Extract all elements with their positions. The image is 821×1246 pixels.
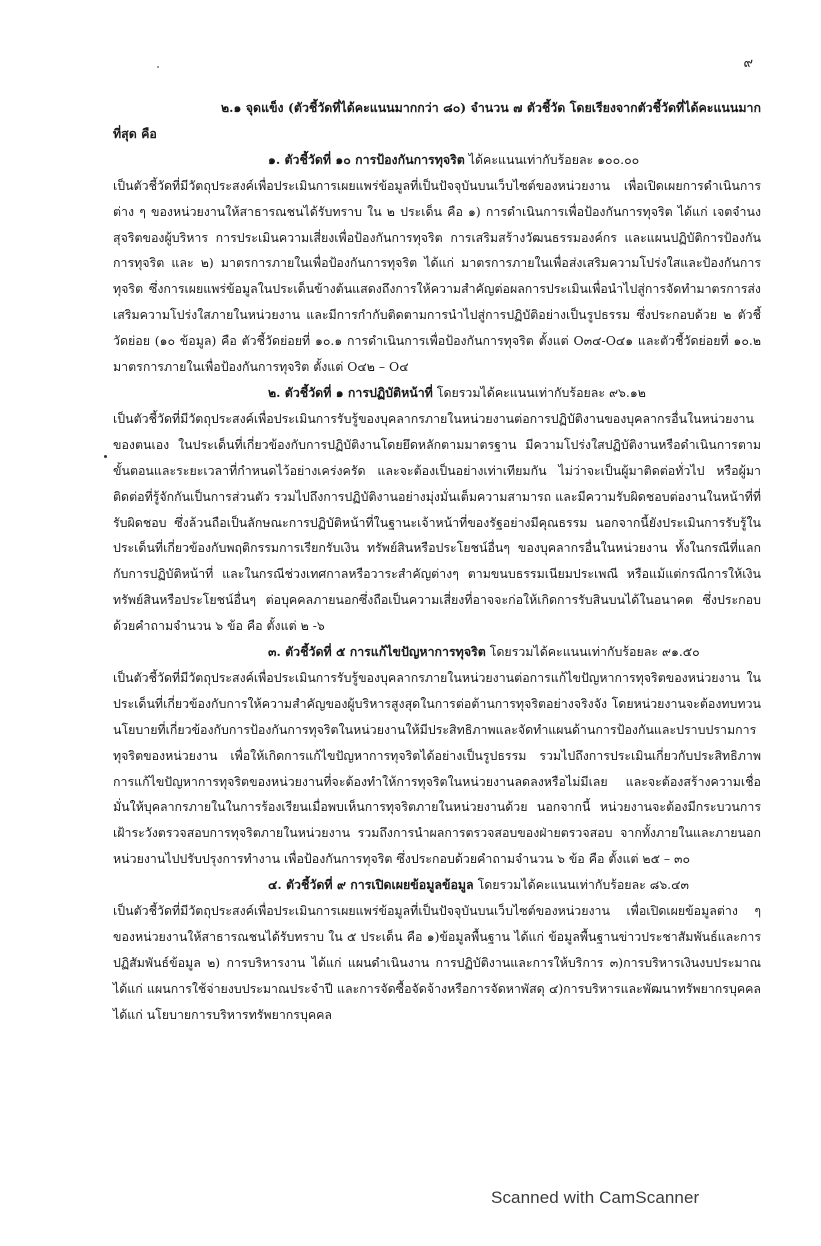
section-heading: ๒.๑ จุดแข็ง (ตัวชี้วัดที่ได้คะแนนมากกว่า ๘๐) จำนวน ๗ ตัวชี้วัด โดยเรียงจากตัวชี้วัดที่ได้คะแนนมากที่สุด คือ: [113, 100, 761, 141]
item-score: โดยรวมได้คะแนนเท่ากับร้อยละ ๘๖.๔๓: [473, 877, 689, 893]
item-heading: ๓. ตัวชี้วัดที่ ๕ การแก้ไขปัญหาการทุจริต: [268, 644, 486, 660]
item-score: โดยรวมได้คะแนนเท่ากับร้อยละ ๙๖.๑๒: [432, 384, 646, 400]
page-number: ๙: [743, 56, 753, 71]
item-score: ได้คะแนนเท่ากับร้อยละ ๑๐๐.๐๐: [464, 151, 640, 167]
item-heading: ๒. ตัวชี้วัดที่ ๑ การปฏิบัติหน้าที่: [268, 384, 433, 400]
item-body: เป็นตัวชี้วัดที่มีวัตถุประสงค์เพื่อประเมินการรับรู้ของบุคลากรภายในหน่วยงานต่อการปฏิบัติงานของบุคลากรอื่นในหน่วยงานของตนเอง ในประเด็นที่เกี่ยวข้องกับการปฏิบัติงานโดยยึดหลักตามมาตรฐาน มีความโปร่งใสปฏิบัติงานหรือดำเนินการตามขั้นตอนและระยะเวลาที่กำหนดไว้อย่างเคร่งครัด และจะต้องเป็นอย่างเท่าเทียมกัน ไม่ว่าจะเป็นผู้มาติดต่อทั่วไป หรือผู้มาติดต่อที่รู้จักกันเป็นการส่วนตัว รวมไปถึงการปฏิบัติงานอย่างมุ่งมั่นเต็มความสามารถ และมีความรับผิดชอบต่องานในหน้าที่ที่รับผิดชอบ ซึ่งล้วนถือเป็นลักษณะการปฏิบัติหน้าที่ในฐานะเจ้าหน้าที่ของรัฐอย่างมีคุณธรรม นอกจากนี้ยังประเมินการรับรู้ในประเด็นที่เกี่ยวข้องกับพฤติกรรมการเรียกรับเงิน ทรัพย์สินหรือประโยชน์อื่นๆ ของบุคลากรอื่นในหน่วยงาน ทั้งในกรณีที่แลกกับการปฏิบัติหน้าที่ และในกรณีช่วงเทศกาลหรือวาระสำคัญต่างๆ ตามขนบธรรมเนียมประเพณี หรือแม้แต่กรณีการให้เงินทรัพย์สินหรือประโยชน์อื่นๆ ต่อบุคคลภายนอกซึ่งถือเป็นความเสี่ยงที่อาจจะก่อให้เกิดการรับสินบนได้ในอนาคต ซึ่งประกอบด้วยคำถามจำนวน ๖ ข้อ คือ ตั้งแต่ ๒ -๖: [113, 410, 761, 634]
scanner-watermark: Scanned with CamScanner: [491, 1188, 700, 1207]
item-score: โดยรวมได้คะแนนเท่ากับร้อยละ ๙๑.๕๐: [485, 644, 700, 660]
item-heading-line: [113, 872, 761, 898]
item-body: เป็นตัวชี้วัดที่มีวัตถุประสงค์เพื่อประเมินการเผยแพร่ข้อมูลที่เป็นปัจจุบันบนเว็บไซต์ของหน่วยงาน เพื่อเปิดเผยข้อมูลต่าง ๆ ของหน่วยงานให้สาธารณชนได้รับทราบ ใน ๕ ประเด็น คือ ๑)ข้อมูลพื้นฐาน ได้แก่ ข้อมูลพื้นฐานข่าวประชาสัมพันธ์และการปฏิสัมพันธ์ข้อมูล ๒) การบริหารงาน ได้แก่ แผนดำเนินงาน การปฏิบัติงานและการให้บริการ ๓)การบริหารเงินงบประมาณ ได้แก่ แผนการใช้จ่ายงบประมาณประจำปี และการจัดซื้อจัดจ้างหรือการจัดหาพัสดุ ๔)การบริหารและพัฒนาทรัพยากรบุคคล ได้แก่ นโยบายการบริหารทรัพยากรบุคคล: [113, 903, 761, 1022]
item-heading-line: [113, 639, 761, 665]
item-heading: ๔. ตัวชี้วัดที่ ๙ การเปิดเผยข้อมูลข้อมูล: [268, 877, 474, 893]
item-heading-line: [113, 380, 761, 406]
item-heading: ๑. ตัวชี้วัดที่ ๑๐ การป้องกันการทุจริต: [268, 151, 465, 167]
item-body: เป็นตัวชี้วัดที่มีวัตถุประสงค์เพื่อประเมินการเผยแพร่ข้อมูลที่เป็นปัจจุบันบนเว็บไซต์ของหน่วยงาน เพื่อเปิดเผยการดำเนินการต่าง ๆ ของหน่วยงานให้สาธารณชนได้รับทราบ ใน ๒ ประเด็น คือ ๑) การดำเนินการเพื่อป้องกันการทุจริต ได้แก่ เจตจำนงสุจริตของผู้บริหาร การประเมินความเสี่ยงเพื่อป้องกันการทุจริต การเสริมสร้างวัฒนธรรมองค์กร และแผนปฏิบัติการป้องกันการทุจริต และ ๒) มาตรการภายในเพื่อป้องกันการทุจริต ได้แก่ มาตรการภายในเพื่อส่งเสริมความโปร่งใสและป้องกันการทุจริต ซึ่งการเผยแพร่ข้อมูลในประเด็นข้างต้นแสดงถึงการให้ความสำคัญต่อผลการประเมินเพื่อนำไปสู่การจัดทำมาตรการส่งเสริมความโปร่งใสภายในหน่วยงาน และมีการกำกับติดตามการนำไปสู่การปฏิบัติอย่างเป็นรูปธรรม ซึ่งประกอบด้วย ๒ ตัวชี้วัดย่อย (๑๐ ข้อมูล) คือ ตัวชี้วัดย่อยที่ ๑๐.๑ การดำเนินการเพื่อป้องกันการทุจริต ตั้งแต่ O๓๔-O๔๑ และตัวชี้วัดย่อยที่ ๑๐.๒ มาตรการภายในเพื่อป้องกันการทุจริต ตั้งแต่ O๔๒ – O๔: [113, 177, 761, 375]
scan-speck: [157, 66, 159, 68]
document-body: [113, 95, 761, 1028]
item-heading-line: [113, 147, 761, 173]
item-body: เป็นตัวชี้วัดที่มีวัตถุประสงค์เพื่อประเมินการรับรู้ของบุคลากรภายในหน่วยงานต่อการแก้ไขปัญหาการทุจริตของหน่วยงาน ในประเด็นที่เกี่ยวข้องกับการให้ความสำคัญของผู้บริหารสูงสุดในการต่อต้านการทุจริตอย่างจริงจัง โดยหน่วยงานจะต้องทบทวนนโยบายที่เกี่ยวข้องกับการป้องกันการทุจริตในหน่วยงานให้มีประสิทธิภาพและจัดทำแผนด้านการป้องกันและปราบปรามการทุจริตของหน่วยงาน เพื่อให้เกิดการแก้ไขปัญหาการทุจริตได้อย่างเป็นรูปธรรม รวมไปถึงการประเมินเกี่ยวกับประสิทธิภาพการแก้ไขปัญหาการทุจริตของหน่วยงานที่จะต้องทำให้การทุจริตในหน่วยงานลดลงหรือไม่มีเลย และจะต้องสร้างความเชื่อมั่นให้บุคลากรภายในในการร้องเรียนเมื่อพบเห็นการทุจริตภายในหน่วยงานด้วย นอกจากนี้ หน่วยงานจะต้องมีกระบวนการเฝ้าระวังตรวจสอบการทุจริตภายในหน่วยงาน รวมถึงการนำผลการตรวจสอบของฝ่ายตรวจสอบ จากทั้งภายในและภายนอกหน่วยงานไปปรับปรุงการทำงาน เพื่อป้องกันการทุจริต ซึ่งประกอบด้วยคำถามจำนวน ๖ ข้อ คือ ตั้งแต่ ๒๕ – ๓๐: [113, 669, 761, 867]
scan-speck: [104, 455, 107, 458]
